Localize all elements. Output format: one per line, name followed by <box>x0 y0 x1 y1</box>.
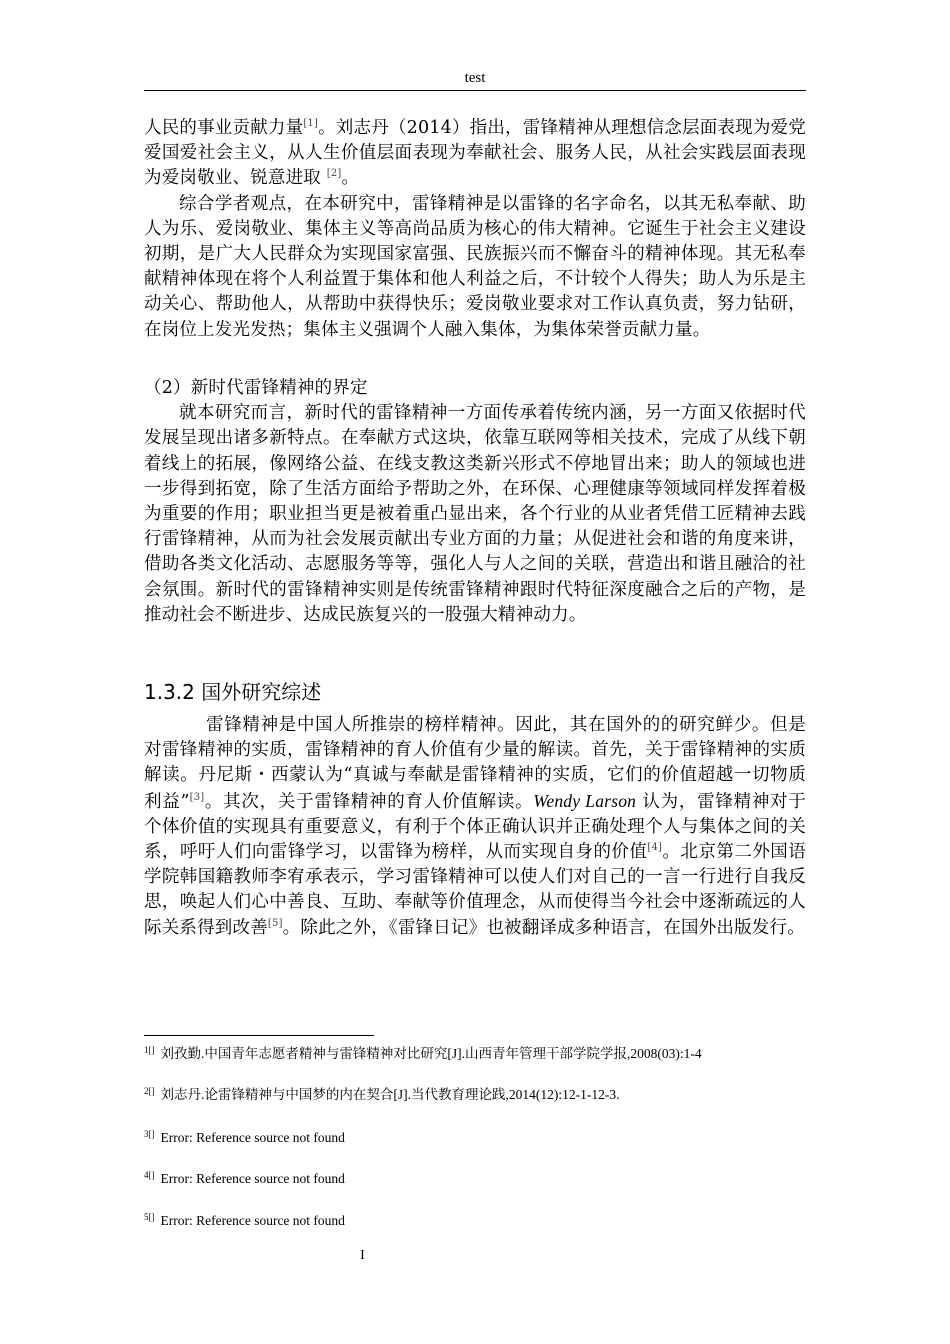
footnote-mark: 4[] <box>144 1169 155 1180</box>
paragraph-text: 。刘志丹（2014）指出，雷锋精神从理想信念层面表现为爱党爱国爱社会主义，从人生价值层面表现为奉献社会、服务人民，从社会实践层面表现为爱岗敬业、锐意进取 <box>144 118 806 189</box>
footnote-mark: 1[] <box>144 1044 155 1055</box>
page-header: test <box>464 70 486 86</box>
paragraph-text: 雷锋精神是中国人所推崇的榜样精神。因此，其在国外的的研究鲜少。但是对雷锋精神的实质，雷锋精神的育人价值有少量的解读。首先，关于雷锋精神的实质解读。丹尼斯・西蒙认为“真诚与奉献是雷锋精神的实质，它们的价值超越一切物质利益” <box>144 715 806 812</box>
header-rule <box>144 90 806 91</box>
footnote-text: 刘志丹.论雷锋精神与中国梦的内在契合[J].当代教育理论践,2014(12):12-1-12-3. <box>160 1087 620 1102</box>
paragraph-text: 。除此之外，《雷锋日记》也被翻译成多种语言，在国外出版发行。 <box>282 917 805 938</box>
citation-ref-2[interactable]: [2] <box>326 168 342 180</box>
footnote-mark: 5[] <box>144 1211 155 1222</box>
paragraph-text: 。 <box>341 168 360 189</box>
citation-ref-1[interactable]: [1] <box>303 118 319 130</box>
footnote-2 <box>144 1086 806 1104</box>
footnote-separator <box>144 1035 374 1036</box>
body-block-1 <box>144 116 806 343</box>
footnote-5 <box>144 1212 806 1230</box>
section-heading: 1.3.2 国外研究综述 <box>144 680 322 704</box>
citation-ref-5[interactable]: [5] <box>267 917 283 929</box>
page-number: I <box>360 1248 365 1263</box>
paragraph-new-era: 就本研究而言，新时代的雷锋精神一方面传承着传统内涵，另一方面又依据时代发展呈现出诸多新特点。在奉献方式这块，依靠互联网等相关技术，完成了从线下朝着线上的拓展，像网络公益、在线支教这类新兴形式不停地冒出来；助人的领域也进一步得到拓宽，除了生活方面给予帮助之外，在环保、心理健康等领域同样发挥着极为重要的作用；职业担当更是被着重凸显出来，各个行业的从业者凭借工匠精神去践行雷锋精神，从而为社会发展贡献出专业方面的力量；从促进社会和谐的角度来讲，借助各类文化活动、志愿服务等等，强化人与人之间的关联，营造出和谐且融洽的社会氛围。新时代的雷锋精神实则是传统雷锋精神跟时代特征深度融合之后的产物，是推动社会不断进步、达成民族复兴的一股强大精神动力。 <box>144 403 806 625</box>
footnote-text: 刘孜勤.中国青年志愿者精神与雷锋精神对比研究[J].山西青年管理干部学院学报,2008(03):1-4 <box>160 1046 702 1061</box>
footnote-1 <box>144 1045 806 1063</box>
paragraph-text: 。其次，关于雷锋精神的育人价值解读。 <box>204 791 534 812</box>
paragraph-text: 。北京第二外国语学院韩国籍教师李宥承表示，学习雷锋精神可以使人们对自己的一言一行进行自我反思，唤起人们心中善良、互助、奉献等价值理念，从而使得当今社会中逐渐疏远的人际关系得到改善 <box>144 842 806 938</box>
footnote-text: Error: Reference source not found <box>160 1213 345 1228</box>
paragraph-continued <box>144 116 806 192</box>
author-name: Wendy Larson <box>533 790 637 811</box>
paragraph-text: 认为，雷锋精神对于个体价值的实现具有重要意义，有利于个体正确认识并正确处理个人与集体之间的关系，呼吁人们向雷锋学习，以雷锋为榜样，从而实现自身的价值 <box>144 791 806 863</box>
citation-ref-4[interactable]: [4] <box>647 842 663 854</box>
paragraph-synthesis: 综合学者观点，在本研究中，雷锋精神是以雷锋的名字命名，以其无私奉献、助人为乐、爱岗敬业、集体主义等高尚品质为核心的伟大精神。它诞生于社会主义建设初期，是广大人民群众为实现国家富强、民族振兴而不懈奋斗的精神体现。其无私奉献精神体现在将个人利益置于集体和他人利益之后，不计较个人得失；助人为乐是主动关心、帮助他人，从帮助中获得快乐；爱岗敬业要求对工作认真负责，努力钻研，在岗位上发光发热；集体主义强调个人融入集体，为集体荣誉贡献力量。 <box>144 193 806 340</box>
footnote-text: Error: Reference source not found <box>160 1130 345 1145</box>
footnote-text: Error: Reference source not found <box>160 1171 345 1186</box>
paragraph-text: 人民的事业贡献力量 <box>144 118 304 138</box>
footnote-3 <box>144 1129 806 1147</box>
footnote-mark: 3[] <box>144 1128 155 1139</box>
citation-ref-3[interactable]: [3] <box>189 791 205 803</box>
body-block-3 <box>144 713 806 941</box>
paragraph-foreign-research <box>144 713 806 941</box>
subheading: （2）新时代雷锋精神的界定 <box>144 378 368 398</box>
footnote-4 <box>144 1170 806 1188</box>
body-block-2 <box>144 376 806 628</box>
footnote-mark: 2[] <box>144 1085 155 1096</box>
